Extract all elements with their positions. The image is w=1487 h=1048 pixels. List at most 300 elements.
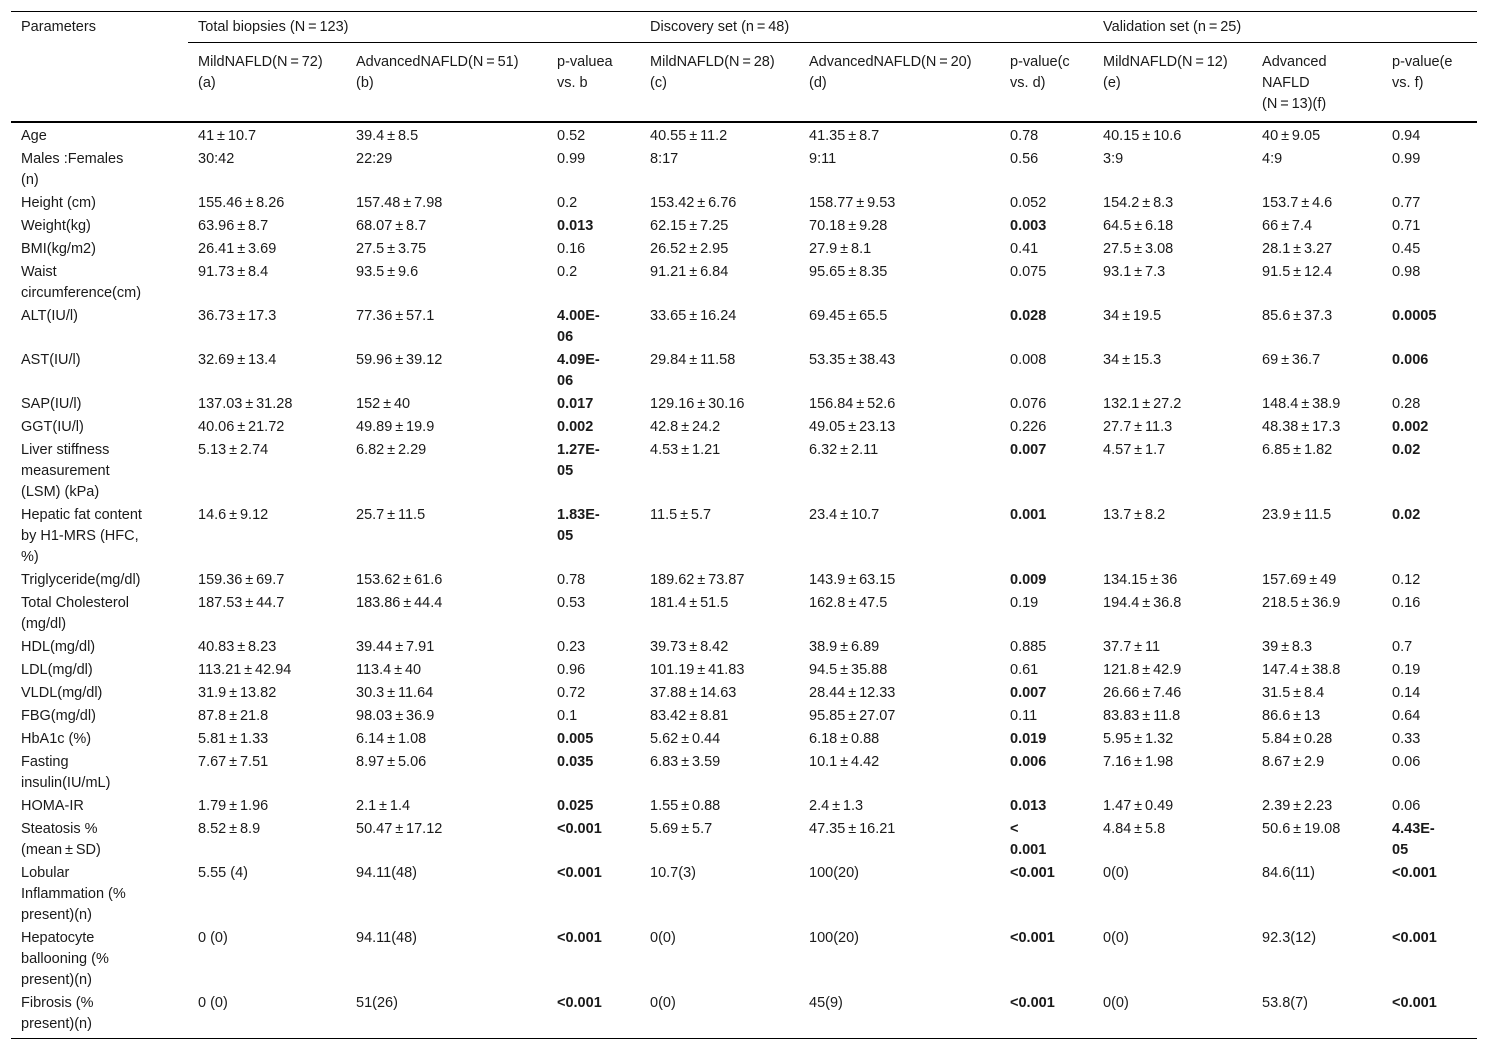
cell-text-line: 50.47 ± 17.12	[356, 821, 443, 837]
cell-mild-total	[188, 751, 346, 795]
cell-text-line: 94.11(48)	[356, 930, 417, 946]
table-row	[11, 705, 1477, 728]
cell-text-line: 147.4 ± 38.8	[1262, 662, 1341, 678]
cell-text-line: 06	[557, 329, 574, 345]
parameter-label	[11, 818, 188, 862]
cell-text-line: 40.15 ± 10.6	[1103, 128, 1182, 144]
cell-text-line: 0.78	[1010, 128, 1039, 144]
cell-text-line: Fasting	[21, 754, 69, 770]
cell-pvalue-ef	[1382, 349, 1477, 393]
table-row	[11, 122, 1477, 148]
cell-advanced-discovery	[799, 261, 1000, 305]
parameter-label	[11, 927, 188, 992]
cell-text-line: 28.44 ± 12.33	[809, 685, 896, 701]
cell-advanced-validation	[1252, 215, 1382, 238]
cell-text-line: 53.8(7)	[1262, 995, 1308, 1011]
cell-pvalue-ef	[1382, 238, 1477, 261]
cell-pvalue-ab	[547, 636, 640, 659]
cell-mild-validation	[1093, 636, 1252, 659]
cell-text-line: 32.69 ± 13.4	[198, 352, 277, 368]
table-row	[11, 992, 1477, 1039]
cell-mild-total	[188, 192, 346, 215]
cell-advanced-discovery	[799, 818, 1000, 862]
cell-pvalue-ef	[1382, 751, 1477, 795]
cell-pvalue-ef	[1382, 795, 1477, 818]
cell-text-line: 7.16 ± 1.98	[1103, 754, 1174, 770]
cell-text-line: 0.61	[1010, 662, 1039, 678]
cell-text-line: 29.84 ± 11.58	[650, 352, 736, 368]
table-header	[11, 12, 1477, 123]
cell-pvalue-cd	[1000, 439, 1093, 504]
cell-text-line: <0.001	[1392, 995, 1437, 1011]
parameter-label	[11, 659, 188, 682]
cell-mild-discovery	[640, 927, 799, 992]
cell-text-line: 11.5 ± 5.7	[650, 507, 712, 523]
cell-text-line: 95.85 ± 27.07	[809, 708, 896, 724]
cell-mild-validation	[1093, 569, 1252, 592]
cell-advanced-total	[346, 238, 547, 261]
cell-text-line: 5.95 ± 1.32	[1103, 731, 1174, 747]
cell-pvalue-ab	[547, 728, 640, 751]
cell-pvalue-cd	[1000, 122, 1093, 148]
parameter-label	[11, 349, 188, 393]
cell-text-line: 05	[1392, 842, 1409, 858]
cell-text-line: 0.78	[557, 572, 586, 588]
cell-mild-total	[188, 636, 346, 659]
cell-text-line: 05	[557, 463, 574, 479]
cell-text-line: SAP(IU/l)	[21, 396, 82, 412]
cell-text-line: 1.79 ± 1.96	[198, 798, 269, 814]
cell-text-line: <0.001	[1010, 995, 1055, 1011]
cell-text-line: 156.84 ± 52.6	[809, 396, 896, 412]
cell-advanced-discovery	[799, 992, 1000, 1039]
cell-text-line: <0.001	[557, 995, 602, 1011]
cell-pvalue-ab	[547, 238, 640, 261]
cell-text-line: present)(n)	[21, 907, 92, 923]
cell-text-line: 1.47 ± 0.49	[1103, 798, 1174, 814]
cell-text-line: 06	[557, 373, 574, 389]
cell-text-line: 48.38 ± 17.3	[1262, 419, 1341, 435]
cell-text-line: 0.28	[1392, 396, 1421, 412]
cell-pvalue-ab	[547, 439, 640, 504]
cell-advanced-validation	[1252, 636, 1382, 659]
cell-advanced-total	[346, 122, 547, 148]
cell-text-line: 91.21 ± 6.84	[650, 264, 729, 280]
cell-mild-total	[188, 215, 346, 238]
cell-advanced-discovery	[799, 439, 1000, 504]
cell-advanced-total	[346, 393, 547, 416]
cell-text-line: ballooning (%	[21, 951, 109, 967]
cell-pvalue-ab	[547, 122, 640, 148]
cell-advanced-validation	[1252, 705, 1382, 728]
table-row	[11, 305, 1477, 349]
cell-text-line: 49.89 ± 19.9	[356, 419, 435, 435]
cell-pvalue-ab	[547, 569, 640, 592]
cell-text-line: 189.62 ± 73.87	[650, 572, 745, 588]
cell-advanced-validation	[1252, 862, 1382, 927]
cell-pvalue-cd	[1000, 261, 1093, 305]
cell-text-line: 2.39 ± 2.23	[1262, 798, 1333, 814]
cell-text-line: 94.5 ± 35.88	[809, 662, 888, 678]
cell-pvalue-ab	[547, 862, 640, 927]
cell-text-line: 39.73 ± 8.42	[650, 639, 729, 655]
cell-text-line: p-value(e	[1392, 54, 1453, 70]
cell-text-line: 0.076	[1010, 396, 1047, 412]
cell-text-line: 0(0)	[1103, 995, 1129, 1011]
cell-text-line: 137.03 ± 31.28	[198, 396, 293, 412]
advanced-discovery-header	[799, 43, 1000, 123]
cell-mild-total	[188, 862, 346, 927]
cell-pvalue-ab	[547, 795, 640, 818]
cell-text-line: Advanced	[1262, 54, 1327, 70]
cell-text-line: 40.83 ± 8.23	[198, 639, 277, 655]
table-row	[11, 592, 1477, 636]
cell-pvalue-ef	[1382, 927, 1477, 992]
pvalue-cd-header	[1000, 43, 1093, 123]
cell-text-line: 0.052	[1010, 195, 1047, 211]
cell-advanced-discovery	[799, 215, 1000, 238]
cell-text-line: (N = 13)(f)	[1262, 96, 1327, 112]
cell-advanced-discovery	[799, 795, 1000, 818]
cell-text-line: 37.88 ± 14.63	[650, 685, 737, 701]
cell-pvalue-ab	[547, 148, 640, 192]
cell-text-line: MildNAFLD(N = 28)	[650, 54, 775, 70]
cell-mild-discovery	[640, 636, 799, 659]
cell-advanced-total	[346, 192, 547, 215]
cell-text-line: Waist	[21, 264, 57, 280]
cell-pvalue-ef	[1382, 504, 1477, 569]
cell-advanced-validation	[1252, 122, 1382, 148]
cell-text-line: 1.27E-	[557, 442, 600, 458]
cell-text-line: 0 (0)	[198, 995, 228, 1011]
cell-text-line: 85.6 ± 37.3	[1262, 308, 1333, 324]
cell-pvalue-ab	[547, 261, 640, 305]
cell-mild-discovery	[640, 261, 799, 305]
parameter-label	[11, 592, 188, 636]
cell-text-line: 153.7 ± 4.6	[1262, 195, 1333, 211]
cell-mild-discovery	[640, 122, 799, 148]
cell-text-line: 27.5 ± 3.08	[1103, 241, 1174, 257]
cell-text-line: 39.4 ± 8.5	[356, 128, 419, 144]
cell-advanced-validation	[1252, 393, 1382, 416]
pvalue-ab-header	[547, 43, 640, 123]
cell-text-line: 14.6 ± 9.12	[198, 507, 269, 523]
cell-text-line: HDL(mg/dl)	[21, 639, 96, 655]
cell-text-line: Triglyceride(mg/dl)	[21, 572, 141, 588]
cell-text-line: 0.56	[1010, 151, 1039, 167]
cell-text-line: 45(9)	[809, 995, 843, 1011]
cell-text-line: (e)	[1103, 75, 1121, 91]
cell-text-line: p-value(c	[1010, 54, 1070, 70]
cell-pvalue-ef	[1382, 439, 1477, 504]
cell-advanced-validation	[1252, 192, 1382, 215]
cell-mild-discovery	[640, 305, 799, 349]
cell-mild-discovery	[640, 862, 799, 927]
parameter-label	[11, 992, 188, 1039]
cell-text-line: 27.7 ± 11.3	[1103, 419, 1173, 435]
cell-pvalue-ef	[1382, 148, 1477, 192]
cell-text-line: 113.4 ± 40	[356, 662, 422, 678]
cell-text-line: 4.09E-	[557, 352, 600, 368]
cell-text-line: 6.82 ± 2.29	[356, 442, 427, 458]
cell-text-line: MildNAFLD(N = 72)	[198, 54, 323, 70]
cell-text-line: 100(20)	[809, 930, 859, 946]
cell-pvalue-ef	[1382, 659, 1477, 682]
group-header-row	[11, 12, 1477, 43]
cell-text-line: 94.11(48)	[356, 865, 417, 881]
cell-text-line: 70.18 ± 9.28	[809, 218, 888, 234]
cell-mild-total	[188, 682, 346, 705]
cell-advanced-validation	[1252, 992, 1382, 1039]
cell-text-line: Males :Females	[21, 151, 124, 167]
cell-text-line: 53.35 ± 38.43	[809, 352, 896, 368]
cell-advanced-discovery	[799, 728, 1000, 751]
cell-text-line: 93.5 ± 9.6	[356, 264, 419, 280]
cell-text-line: 157.69 ± 49	[1262, 572, 1337, 588]
cell-mild-total	[188, 393, 346, 416]
cell-text-line: 0.003	[1010, 218, 1047, 234]
cell-text-line: vs. f)	[1392, 75, 1424, 91]
cell-text-line: 143.9 ± 63.15	[809, 572, 896, 588]
cell-pvalue-ef	[1382, 592, 1477, 636]
cell-text-line: Total Cholesterol	[21, 595, 129, 611]
cell-text-line: 0.02	[1392, 442, 1421, 458]
cell-advanced-discovery	[799, 122, 1000, 148]
cell-advanced-total	[346, 439, 547, 504]
cell-advanced-validation	[1252, 795, 1382, 818]
cell-text-line: 0.64	[1392, 708, 1421, 724]
cell-text-line: (mg/dl)	[21, 616, 67, 632]
cell-text-line: 5.69 ± 5.7	[650, 821, 713, 837]
cell-mild-validation	[1093, 305, 1252, 349]
cell-text-line: 40 ± 9.05	[1262, 128, 1321, 144]
cell-text-line: GGT(IU/l)	[21, 419, 84, 435]
cell-advanced-discovery	[799, 927, 1000, 992]
group-total-biopsies: Total biopsies (N = 123)	[188, 12, 640, 43]
cell-text-line: VLDL(mg/dl)	[21, 685, 103, 701]
cell-text-line: 0.14	[1392, 685, 1421, 701]
cell-text-line: 153.42 ± 6.76	[650, 195, 737, 211]
cell-text-line: 0.33	[1392, 731, 1421, 747]
cell-text-line: 34 ± 15.3	[1103, 352, 1162, 368]
cell-text-line: 0.06	[1392, 754, 1421, 770]
cell-text-line: 8.67 ± 2.9	[1262, 754, 1325, 770]
cell-text-line: 162.8 ± 47.5	[809, 595, 888, 611]
cell-mild-validation	[1093, 682, 1252, 705]
cell-text-line: 0.226	[1010, 419, 1047, 435]
cell-advanced-total	[346, 148, 547, 192]
cell-advanced-discovery	[799, 416, 1000, 439]
cell-text-line: circumference(cm)	[21, 285, 142, 301]
cell-advanced-discovery	[799, 862, 1000, 927]
cell-text-line: LDL(mg/dl)	[21, 662, 93, 678]
cell-text-line: 159.36 ± 69.7	[198, 572, 285, 588]
cell-advanced-total	[346, 751, 547, 795]
cell-mild-validation	[1093, 504, 1252, 569]
cell-text-line: 1.83E-	[557, 507, 600, 523]
cell-text-line: 0.006	[1010, 754, 1047, 770]
cell-text-line: <0.001	[557, 865, 602, 881]
cell-advanced-discovery	[799, 705, 1000, 728]
cell-text-line: 0.45	[1392, 241, 1421, 257]
cell-mild-discovery	[640, 349, 799, 393]
cell-text-line: 0.007	[1010, 685, 1047, 701]
parameter-label	[11, 751, 188, 795]
cell-mild-discovery	[640, 504, 799, 569]
cell-text-line: Age	[21, 128, 47, 144]
cell-pvalue-cd	[1000, 393, 1093, 416]
cell-text-line: (b)	[356, 75, 374, 91]
cell-text-line: 83.42 ± 8.81	[650, 708, 729, 724]
cell-text-line: 64.5 ± 6.18	[1103, 218, 1174, 234]
cell-text-line: 0.013	[557, 218, 594, 234]
cell-text-line: HbA1c (%)	[21, 731, 92, 747]
cell-text-line: 101.19 ± 41.83	[650, 662, 745, 678]
table-row	[11, 416, 1477, 439]
cell-advanced-total	[346, 927, 547, 992]
cell-mild-validation	[1093, 795, 1252, 818]
table-row	[11, 728, 1477, 751]
cell-mild-total	[188, 818, 346, 862]
cell-mild-total	[188, 927, 346, 992]
cell-mild-validation	[1093, 349, 1252, 393]
cell-mild-total	[188, 261, 346, 305]
cell-mild-validation	[1093, 592, 1252, 636]
cell-advanced-total	[346, 416, 547, 439]
cell-pvalue-ef	[1382, 215, 1477, 238]
table-row	[11, 862, 1477, 927]
cell-pvalue-ab	[547, 659, 640, 682]
cell-text-line: 0.02	[1392, 507, 1421, 523]
cell-text-line: 4.53 ± 1.21	[650, 442, 721, 458]
cell-text-line: 0.06	[1392, 798, 1421, 814]
cell-text-line: 10.7(3)	[650, 865, 696, 881]
cell-advanced-discovery	[799, 349, 1000, 393]
cell-mild-discovery	[640, 592, 799, 636]
cell-text-line: MildNAFLD(N = 12)	[1103, 54, 1228, 70]
cell-text-line: (LSM) (kPa)	[21, 484, 100, 500]
cell-text-line: 62.15 ± 7.25	[650, 218, 729, 234]
cell-advanced-validation	[1252, 439, 1382, 504]
table-row	[11, 751, 1477, 795]
cell-mild-total	[188, 504, 346, 569]
cell-advanced-total	[346, 504, 547, 569]
cell-advanced-validation	[1252, 682, 1382, 705]
cell-advanced-total	[346, 592, 547, 636]
cell-mild-total	[188, 439, 346, 504]
cell-text-line: 0.2	[557, 264, 578, 280]
table-row	[11, 192, 1477, 215]
cell-mild-total	[188, 238, 346, 261]
cell-advanced-total	[346, 659, 547, 682]
pvalue-ef-header	[1382, 43, 1477, 123]
cell-text-line: 25.7 ± 11.5	[356, 507, 426, 523]
cell-text-line: Hepatic fat content	[21, 507, 142, 523]
cell-text-line: 36.73 ± 17.3	[198, 308, 277, 324]
cell-mild-discovery	[640, 682, 799, 705]
cell-mild-total	[188, 705, 346, 728]
cell-advanced-validation	[1252, 238, 1382, 261]
cell-advanced-discovery	[799, 148, 1000, 192]
cell-text-line: 34 ± 19.5	[1103, 308, 1162, 324]
cell-text-line: 158.77 ± 9.53	[809, 195, 896, 211]
cell-advanced-total	[346, 215, 547, 238]
cell-pvalue-ab	[547, 818, 640, 862]
cell-text-line: 129.16 ± 30.16	[650, 396, 745, 412]
cell-mild-validation	[1093, 927, 1252, 992]
cell-pvalue-ef	[1382, 705, 1477, 728]
cell-text-line: 0.7	[1392, 639, 1413, 655]
cell-advanced-discovery	[799, 504, 1000, 569]
cell-text-line: 41.35 ± 8.7	[809, 128, 880, 144]
parameter-label	[11, 393, 188, 416]
cell-text-line: 0.71	[1392, 218, 1421, 234]
parameter-label	[11, 305, 188, 349]
cell-text-line: insulin(IU/mL)	[21, 775, 111, 791]
cell-mild-validation	[1093, 261, 1252, 305]
cell-pvalue-ef	[1382, 862, 1477, 927]
cell-mild-total	[188, 728, 346, 751]
cell-mild-validation	[1093, 122, 1252, 148]
cell-mild-validation	[1093, 215, 1252, 238]
cell-mild-discovery	[640, 148, 799, 192]
cell-text-line: p-valuea	[557, 54, 613, 70]
cell-pvalue-cd	[1000, 569, 1093, 592]
cell-text-line: 0.41	[1010, 241, 1039, 257]
cell-text-line: 3:9	[1103, 151, 1124, 167]
cell-text-line: AdvancedNAFLD(N = 51)	[356, 54, 519, 70]
cell-text-line: vs. d)	[1010, 75, 1046, 91]
cell-advanced-discovery	[799, 751, 1000, 795]
cell-text-line: 38.9 ± 6.89	[809, 639, 880, 655]
parameter-label	[11, 569, 188, 592]
cell-pvalue-ef	[1382, 122, 1477, 148]
cell-mild-total	[188, 148, 346, 192]
cell-mild-total	[188, 349, 346, 393]
cell-text-line: 148.4 ± 38.9	[1262, 396, 1341, 412]
cell-text-line: 26.52 ± 2.95	[650, 241, 729, 257]
cell-mild-validation	[1093, 728, 1252, 751]
table-row	[11, 238, 1477, 261]
cell-text-line: <0.001	[1392, 930, 1437, 946]
table-row	[11, 148, 1477, 192]
cell-text-line: 0.028	[1010, 308, 1047, 324]
cell-text-line: 2.1 ± 1.4	[356, 798, 411, 814]
cell-text-line: 0.017	[557, 396, 594, 412]
cell-pvalue-ab	[547, 393, 640, 416]
cell-text-line: NAFLD	[1262, 75, 1310, 91]
cell-mild-validation	[1093, 659, 1252, 682]
cell-text-line: 1.55 ± 0.88	[650, 798, 721, 814]
cell-text-line: 134.15 ± 36	[1103, 572, 1178, 588]
cell-text-line: 0(0)	[650, 930, 676, 946]
cell-pvalue-ef	[1382, 682, 1477, 705]
mild-discovery-header	[640, 43, 799, 123]
cell-pvalue-cd	[1000, 349, 1093, 393]
cell-text-line: Hepatocyte	[21, 930, 95, 946]
cell-mild-discovery	[640, 728, 799, 751]
cell-text-line: 154.2 ± 8.3	[1103, 195, 1174, 211]
cell-text-line: 113.21 ± 42.94	[198, 662, 292, 678]
cell-text-line: 22:29	[356, 151, 393, 167]
cell-text-line: (a)	[198, 75, 216, 91]
cell-pvalue-cd	[1000, 416, 1093, 439]
parameter-label	[11, 192, 188, 215]
cell-pvalue-cd	[1000, 818, 1093, 862]
table-row	[11, 927, 1477, 992]
cell-pvalue-ef	[1382, 569, 1477, 592]
cell-advanced-total	[346, 862, 547, 927]
